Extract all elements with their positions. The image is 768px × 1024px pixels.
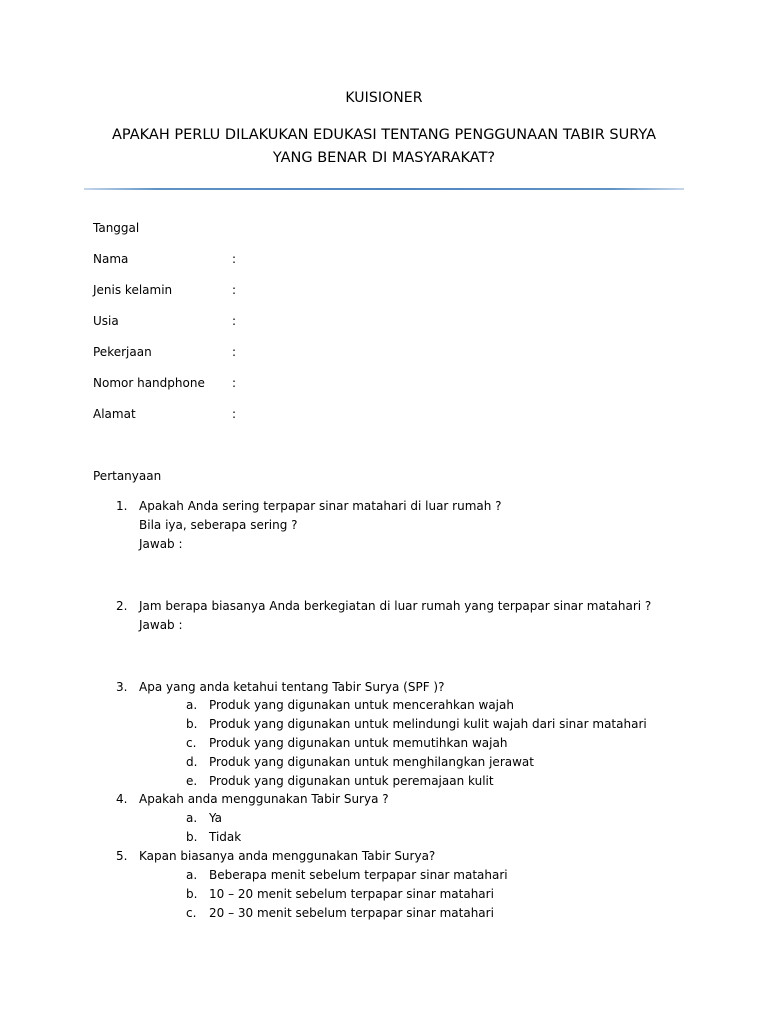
option-text: Produk yang digunakan untuk memutihkan wajah [209,736,508,750]
subtitle-line-2: YANG BENAR DI MASYARAKAT? [272,150,496,166]
option-letter: b. [186,717,198,731]
field-label-tanggal: Tanggal [93,221,140,235]
option-text: Produk yang digunakan untuk menghilangkan jerawat [209,755,534,769]
field-colon-usia: : [232,314,237,328]
option-text: 10 – 20 menit sebelum terpapar sinar matahari [209,887,494,901]
field-label-pekerjaan: Pekerjaan [93,345,152,359]
field-label-nama: Nama [93,252,129,266]
option-letter: c. [186,736,197,750]
option-letter: e. [186,774,198,788]
answer-label: Jawab : [139,618,183,632]
field-colon-alamat: : [232,407,237,421]
question-text: Kapan biasanya anda menggunakan Tabir Surya? [139,849,436,863]
field-label-alamat: Alamat [93,407,136,421]
question-number: 2. [116,599,128,613]
option-text: Tidak [209,830,242,844]
option-text: Beberapa menit sebelum terpapar sinar matahari [209,868,508,882]
document-title: KUISIONER [345,90,423,106]
option-letter: a. [186,811,198,825]
option-text: Produk yang digunakan untuk melindungi kulit wajah dari sinar matahari [209,717,647,731]
field-colon-pekerjaan: : [232,345,237,359]
field-label-nomor-handphone: Nomor handphone [93,376,205,390]
field-colon-nomor-handphone: : [232,376,237,390]
answer-label: Jawab : [139,537,183,551]
option-text: Ya [209,811,223,825]
option-text: Produk yang digunakan untuk mencerahkan wajah [209,698,514,712]
question-text: Apakah Anda sering terpapar sinar matahari di luar rumah ? [139,499,502,513]
subtitle-line-1: APAKAH PERLU DILAKUKAN EDUKASI TENTANG PENGGUNAAN TABIR SURYA [112,127,656,143]
option-text: Produk yang digunakan untuk peremajaan kulit [209,774,494,788]
question-text: Apakah anda menggunakan Tabir Surya ? [139,792,389,806]
field-colon-nama: : [232,252,237,266]
option-letter: a. [186,868,198,882]
option-letter: a. [186,698,198,712]
question-number: 3. [116,680,128,694]
option-letter: d. [186,755,198,769]
field-colon-jenis-kelamin: : [232,283,237,297]
document-subtitle [100,124,668,170]
question-text: Apa yang anda ketahui tentang Tabir Surya (SPF )? [139,680,445,694]
option-letter: b. [186,830,198,844]
question-number: 5. [116,849,128,863]
field-label-jenis-kelamin: Jenis kelamin [93,283,173,297]
option-letter: c. [186,906,197,920]
question-text: Jam berapa biasanya Anda berkegiatan di luar rumah yang terpapar sinar matahari ? [139,599,652,613]
question-number: 4. [116,792,128,806]
option-letter: b. [186,887,198,901]
questions-heading: Pertanyaan [93,469,162,483]
question-number: 1. [116,499,128,513]
option-text: 20 – 30 menit sebelum terpapar sinar matahari [209,906,494,920]
question-text: Bila iya, seberapa sering ? [139,518,298,532]
header-divider [84,188,684,190]
field-label-usia: Usia [93,314,119,328]
